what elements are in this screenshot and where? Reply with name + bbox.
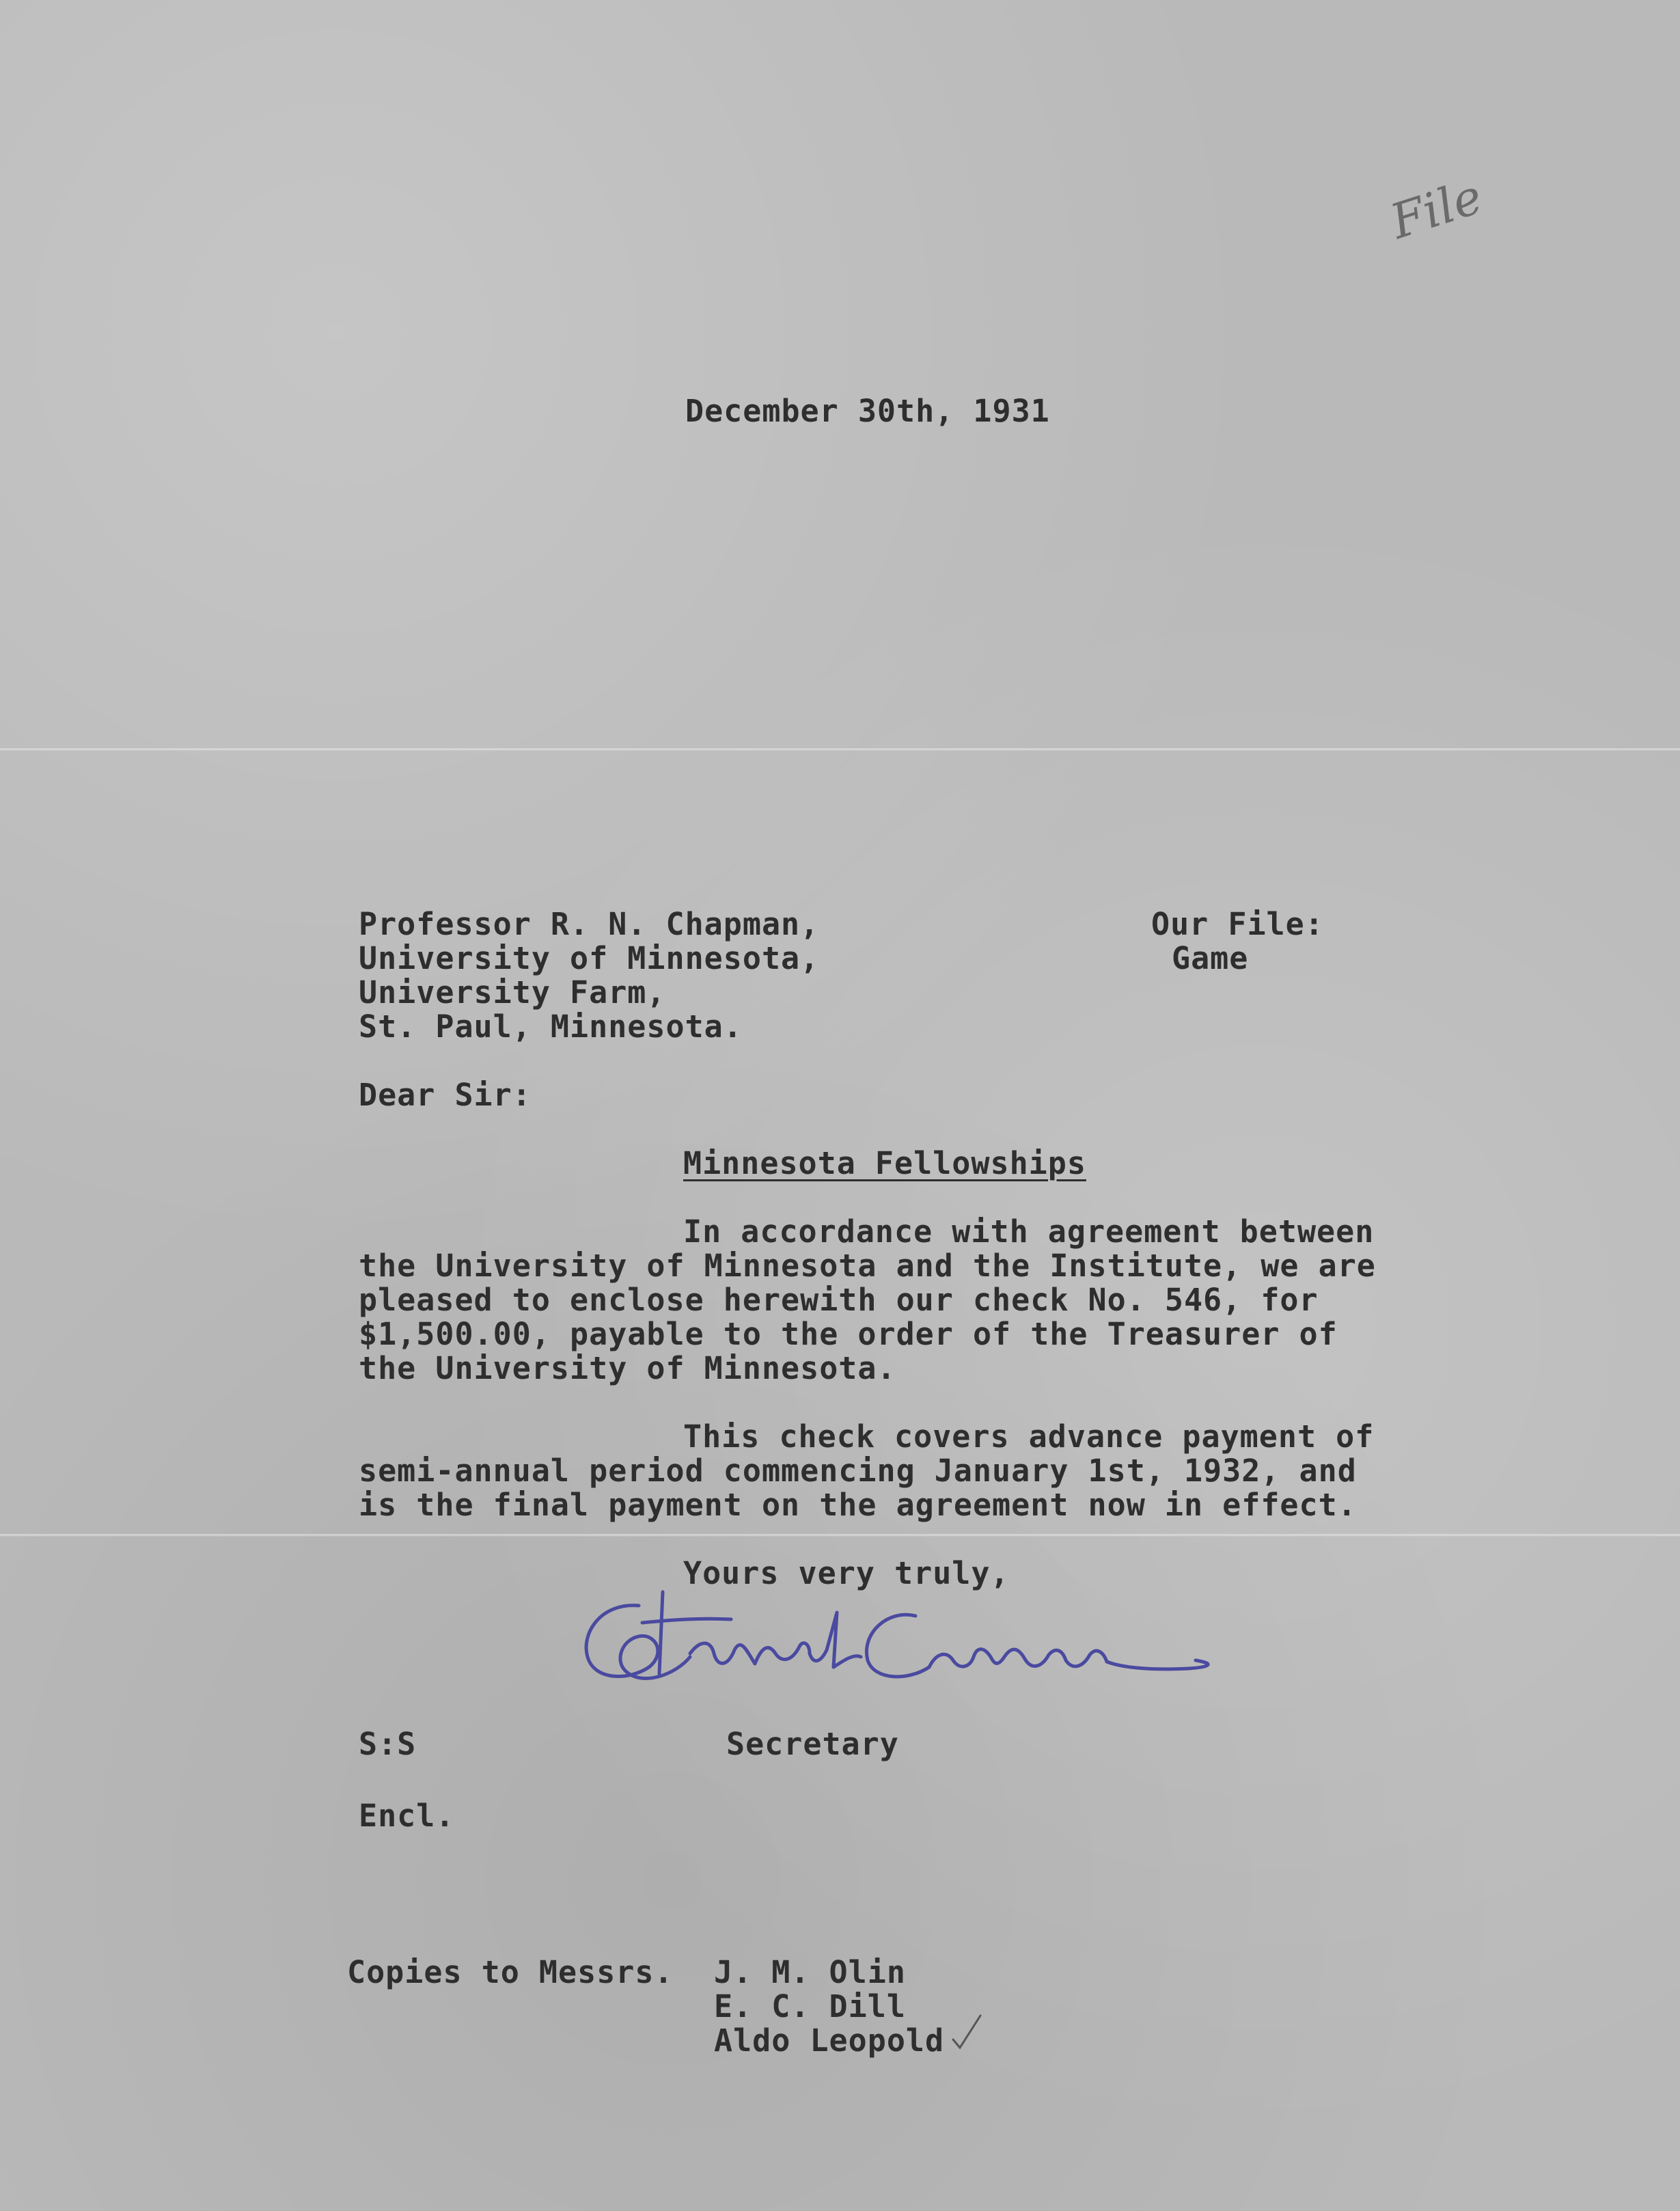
subject-line: Minnesota Fellowships — [683, 1145, 1086, 1181]
salutation: Dear Sir: — [359, 1077, 532, 1113]
file-ref-value: Game — [1172, 940, 1249, 976]
copy-recipient: E. C. Dill — [714, 1988, 906, 2024]
recipient-line: Professor R. N. Chapman, — [359, 906, 820, 942]
copies-label: Copies to Messrs. — [347, 1954, 674, 1990]
recipient-line: University Farm, — [359, 974, 666, 1011]
recipient-line: St. Paul, Minnesota. — [359, 1008, 743, 1045]
signature-icon — [574, 1578, 1243, 1715]
signer-title: Secretary — [726, 1726, 899, 1762]
copy-recipient: J. M. Olin — [714, 1954, 906, 1990]
paragraph-line: is the final payment on the agreement now in effect. — [359, 1487, 1357, 1523]
enclosure-note: Encl. — [359, 1798, 455, 1834]
paragraph-line: pleased to enclose herewith our check No. 546, for — [359, 1282, 1319, 1318]
paragraph-line: In accordance with agreement between — [683, 1213, 1375, 1250]
copy-recipient: Aldo Leopold — [714, 2022, 945, 2059]
closing: Yours very truly, — [683, 1555, 1010, 1591]
checkmark-icon — [950, 2012, 984, 2053]
letter-date: December 30th, 1931 — [685, 393, 1050, 429]
paragraph-line: the University of Minnesota and the Institute, we are — [359, 1248, 1376, 1284]
recipient-line: University of Minnesota, — [359, 940, 820, 976]
paper-fold-line — [0, 1534, 1680, 1537]
paragraph-line: semi-annual period commencing January 1st, 1932, and — [359, 1453, 1357, 1489]
paragraph-line: This check covers advance payment of — [683, 1418, 1375, 1455]
paper-fold-line — [0, 748, 1680, 751]
paragraph-line: the University of Minnesota. — [359, 1350, 896, 1386]
handwritten-annotation: File — [1383, 168, 1489, 250]
file-ref-label: Our File: — [1151, 906, 1324, 942]
typist-initials: S:S — [359, 1726, 417, 1762]
paragraph-line: $1,500.00, payable to the order of the Treasurer of — [359, 1316, 1338, 1352]
